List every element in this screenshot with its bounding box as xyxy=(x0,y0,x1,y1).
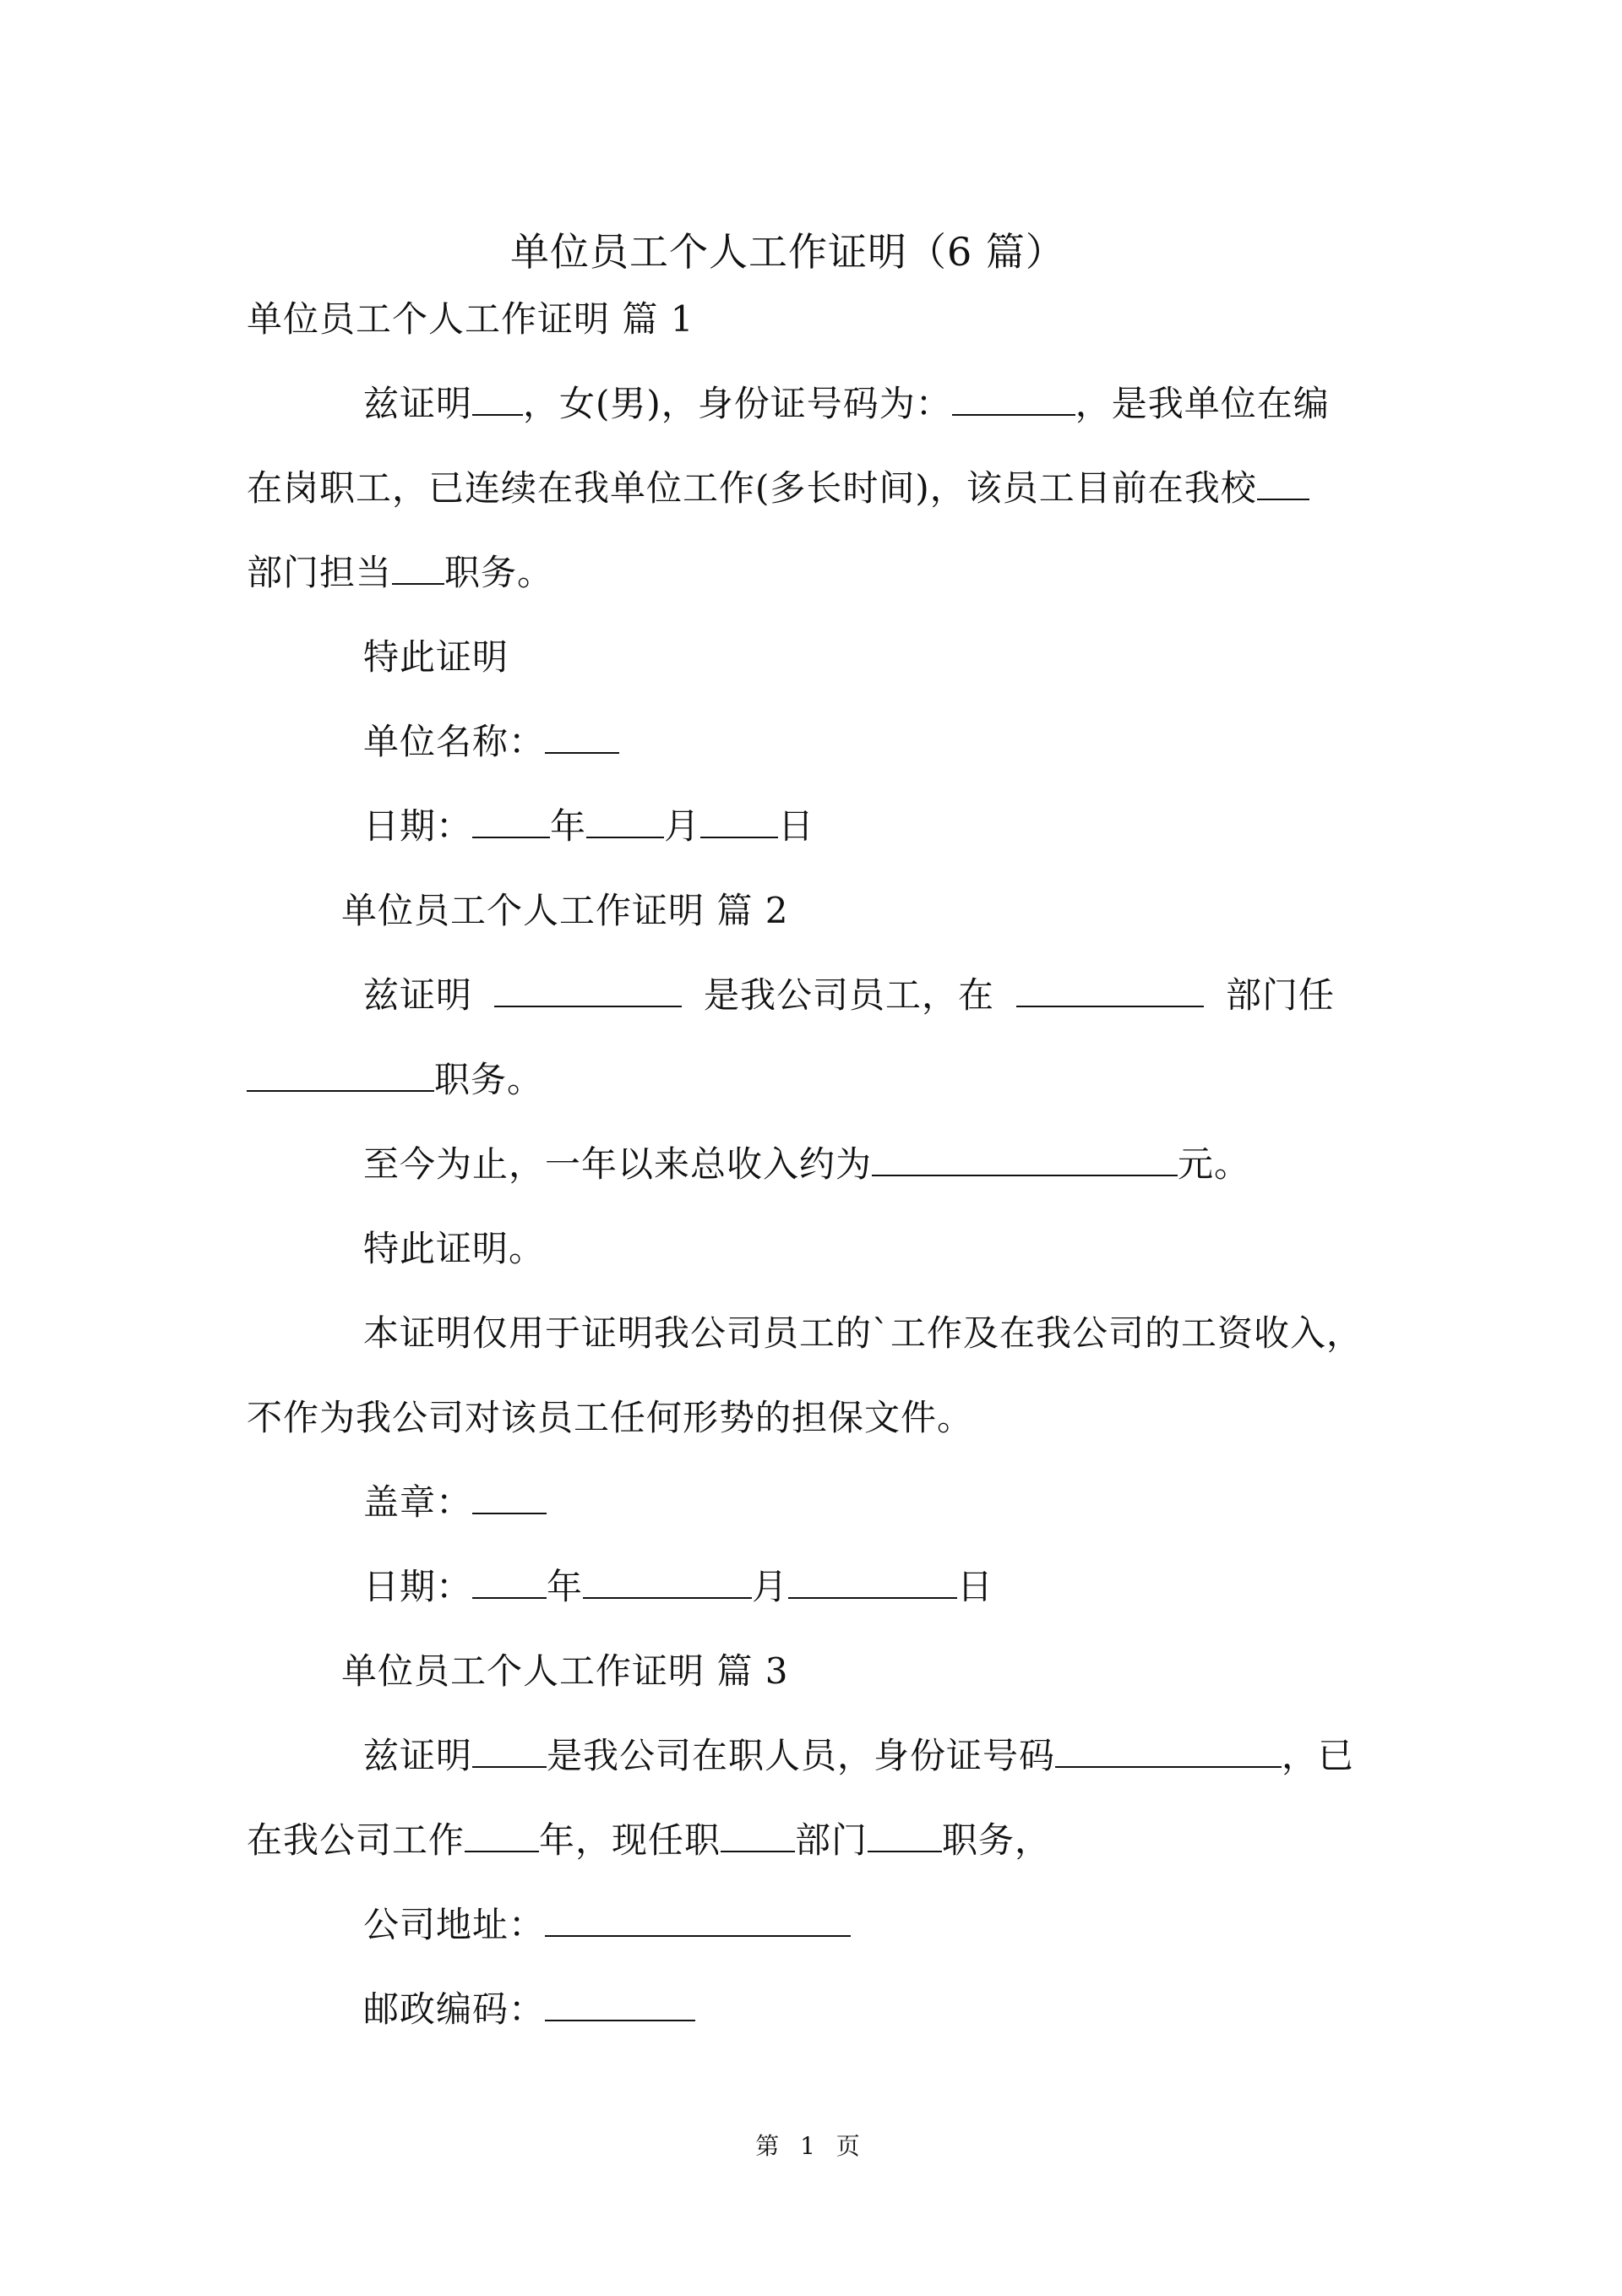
blank-position xyxy=(392,549,444,585)
text: 在岗职工，已连续在我单位工作(多长时间)，该员工目前在我校 xyxy=(247,467,1257,509)
text: 部门担当 xyxy=(247,552,393,593)
blank-day xyxy=(788,1563,957,1599)
text: ，是我单位在编 xyxy=(1075,383,1330,424)
text: 职务， xyxy=(942,1819,1052,1861)
blank-department xyxy=(1257,465,1309,500)
section-3-heading: 单位员工个人工作证明 篇 3 xyxy=(341,1650,789,1692)
blank-name xyxy=(494,972,682,1007)
text: 邮政编码： xyxy=(363,1988,546,2030)
blank-address xyxy=(545,1901,851,1937)
text: 年 xyxy=(547,1566,584,1607)
text: 单位名称： xyxy=(363,721,546,762)
text: 至今为止，一年以来总收入约为 xyxy=(363,1143,873,1185)
blank-day xyxy=(700,803,778,838)
text: 日 xyxy=(778,805,815,847)
section-1-paragraph-line-2 xyxy=(247,465,1309,512)
text: 职务。 xyxy=(434,1059,544,1100)
blank-seal xyxy=(472,1479,547,1514)
section-2-income xyxy=(363,1141,1250,1188)
text: 年，现任职 xyxy=(539,1819,721,1861)
blank-unit-name xyxy=(545,718,619,754)
section-2-note-line-2: 不作为我公司对该员工任何形势的担保文件。 xyxy=(247,1397,974,1438)
section-1-heading: 单位员工个人工作证明 篇 1 xyxy=(247,298,694,340)
text: 部门任 xyxy=(1226,974,1336,1016)
document-title: 单位员工个人工作证明（6 篇） xyxy=(510,229,1065,275)
blank-month xyxy=(586,803,664,838)
text: ，女(男)，身份证号码为： xyxy=(523,383,952,424)
section-2-date xyxy=(363,1563,993,1611)
section-3-postcode xyxy=(363,1986,695,2033)
page-number: 第 1 页 xyxy=(755,2132,867,2160)
blank-income xyxy=(872,1141,1178,1176)
section-2-paragraph-line-2 xyxy=(247,1056,543,1104)
text: 兹证明 xyxy=(363,383,473,424)
section-1-unit-name xyxy=(363,718,619,766)
text: 公司地址： xyxy=(363,1904,546,1945)
section-1-date xyxy=(363,803,814,850)
section-2-certify: 特此证明。 xyxy=(363,1228,546,1269)
text: 盖章： xyxy=(363,1481,473,1523)
section-2-paragraph-line-1 xyxy=(363,972,1335,1019)
section-2-seal xyxy=(363,1479,547,1526)
section-1-certify: 特此证明 xyxy=(363,636,509,678)
blank-postcode xyxy=(545,1986,695,2021)
section-2-heading: 单位员工个人工作证明 篇 2 xyxy=(341,890,789,931)
text: 年 xyxy=(550,805,587,847)
text: 职务。 xyxy=(444,552,554,593)
section-3-address xyxy=(363,1901,851,1949)
blank-position xyxy=(868,1817,942,1852)
section-1-paragraph-line-1 xyxy=(363,380,1330,428)
text: 月 xyxy=(752,1566,789,1607)
blank-year xyxy=(472,803,550,838)
section-1-paragraph-line-3 xyxy=(247,549,553,597)
text: 在我公司工作 xyxy=(247,1819,465,1861)
blank-years xyxy=(465,1817,539,1852)
text: 日期： xyxy=(363,1566,473,1607)
section-3-paragraph-line-2 xyxy=(247,1817,1051,1864)
text: 是我公司员工，在 xyxy=(704,974,995,1016)
text: 元。 xyxy=(1178,1143,1251,1185)
text: 日期： xyxy=(363,805,473,847)
text: 兹证明 xyxy=(363,1735,473,1776)
text: ，已 xyxy=(1282,1735,1355,1776)
section-3-paragraph-line-1 xyxy=(363,1732,1354,1780)
blank-name xyxy=(472,1732,547,1768)
blank-name xyxy=(472,380,523,416)
blank-year xyxy=(472,1563,547,1599)
blank-department xyxy=(1016,972,1204,1007)
section-2-note-line-1: 本证明仅用于证明我公司员工的`工作及在我公司的工资收入， xyxy=(363,1312,1363,1354)
text: 兹证明 xyxy=(363,974,473,1016)
blank-id-number xyxy=(1055,1732,1282,1768)
text: 部门 xyxy=(795,1819,868,1861)
text: 月 xyxy=(664,805,701,847)
blank-position xyxy=(247,1056,434,1092)
blank-department xyxy=(721,1817,795,1852)
text: 是我公司在职人员，身份证号码 xyxy=(547,1735,1056,1776)
text: 日 xyxy=(957,1566,994,1607)
blank-id-number xyxy=(952,380,1075,416)
blank-month xyxy=(583,1563,752,1599)
